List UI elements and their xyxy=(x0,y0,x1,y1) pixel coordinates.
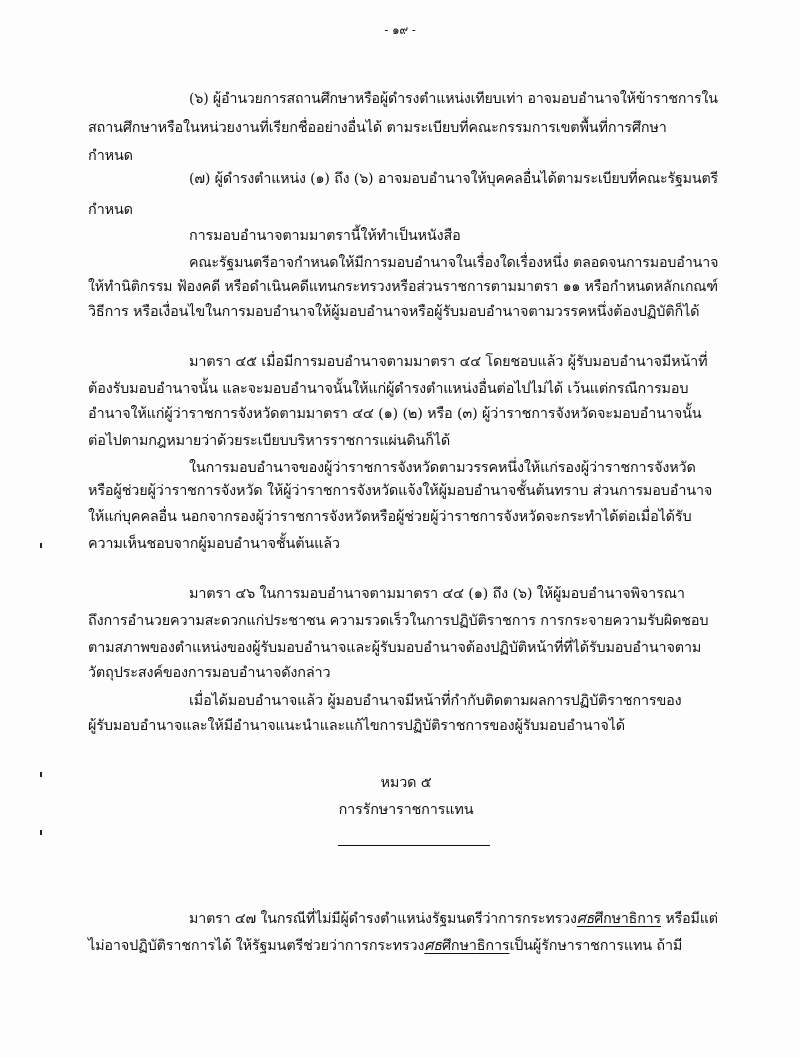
text-run: หรือมีแต่ xyxy=(661,911,718,927)
text-run: ธิการ xyxy=(628,911,662,927)
paragraph-line: การมอบอำนาจตามมาตรานี้ให้ทำเป็นหนังสือ xyxy=(189,228,461,244)
paragraph-line: ให้แก่บุคคลอื่น นอกจากรองผู้ว่าราชการจังหวัดหรือผู้ช่วยผู้ว่าราชการจังหวัดจะกระทำได้ต่อเมื่อได้รับ xyxy=(88,509,692,525)
paragraph-line: สถานศึกษาหรือในหน่วยงานที่เรียกชื่ออย่างอื่นได้ ตามระเบียบที่คณะกรรมการเขตพื้นที่การศึกษา xyxy=(88,120,667,136)
paragraph-line: คณะรัฐมนตรีอาจกำหนดให้มีการมอบอำนาจในเรื่องใดเรื่องหนึ่ง ตลอดจนการมอบอำนาจ xyxy=(189,255,719,271)
scan-mark xyxy=(40,543,42,548)
text-run: ไม่อาจปฏิบัติราชการได้ ให้รัฐมนตรีช่วยว่าการกระทรวง xyxy=(88,938,425,954)
handwritten-mark: ศธ xyxy=(424,938,442,954)
paragraph-line: ตามสภาพของตำแหน่งของผู้รับมอบอำนาจและผู้รับมอบอำนาจต้องปฏิบัติหน้าที่ที่ได้รับมอบอำนาจตาม xyxy=(88,640,702,656)
text-run: มาตรา ๔๗ ในกรณีที่ไม่มีผู้ดำรงตำแหน่งรัฐมนตรีว่าการกระทรวง xyxy=(189,911,577,927)
text-run: ศึกษา xyxy=(441,938,477,954)
amended-word xyxy=(577,911,661,927)
page-number: - ๑๙ - xyxy=(384,23,416,37)
text-run: ธิการ xyxy=(476,938,510,954)
text-run: ศึกษา xyxy=(594,911,629,927)
paragraph-line: ให้ทำนิติกรรม ฟ้องคดี หรือดำเนินคดีแทนกระทรวงหรือส่วนราชการตามมาตรา ๑๑ หรือกำหนดหลักเกณฑ์ xyxy=(88,279,718,295)
section-45-heading-line: มาตรา ๔๕ เมื่อมีการมอบอำนาจตามมาตรา ๔๔ โดยชอบแล้ว ผู้รับมอบอำนาจมีหน้าที่ xyxy=(189,354,708,370)
handwritten-mark: ศธ xyxy=(576,911,595,927)
paragraph-line: อำนาจให้แก่ผู้ว่าราชการจังหวัดตามมาตรา ๔๔ (๑) (๒) หรือ (๓) ผู้ว่าราชการจังหวัดจะมอบอำนาจนั้น xyxy=(88,406,702,422)
scan-mark xyxy=(40,830,42,835)
chapter-divider xyxy=(338,845,490,846)
paragraph-line: ต้องรับมอบอำนาจนั้น และจะมอบอำนาจนั้นให้แก่ผู้ดำรงตำแหน่งอื่นต่อไปไม่ได้ เว้นแต่กรณีการมอบ xyxy=(88,381,689,397)
paragraph-line: หรือผู้ช่วยผู้ว่าราชการจังหวัด ให้ผู้ว่าราชการจังหวัดแจ้งให้ผู้มอบอำนาจชั้นต้นทราบ ส่วนการมอบอำนาจ xyxy=(88,483,713,499)
paragraph-line: ความเห็นชอบจากผู้มอบอำนาจชั้นต้นแล้ว xyxy=(88,536,340,552)
paragraph-line: วัตถุประสงค์ของการมอบอำนาจดังกล่าว xyxy=(88,665,331,681)
paragraph-line: กำหนด xyxy=(88,202,133,218)
chapter-number: หมวด ๕ xyxy=(380,775,432,791)
amended-word xyxy=(424,938,509,954)
section-47-line-1 xyxy=(189,912,718,926)
paragraph-line: เมื่อได้มอบอำนาจแล้ว ผู้มอบอำนาจมีหน้าที่กำกับติดตามผลการปฏิบัติราชการของ xyxy=(189,693,682,709)
paragraph-line: ผู้รับมอบอำนาจและให้มีอำนาจแนะนำและแก้ไขการปฏิบัติราชการของผู้รับมอบอำนาจได้ xyxy=(88,718,625,734)
section-46-heading-line: มาตรา ๔๖ ในการมอบอำนาจตามมาตรา ๔๔ (๑) ถึง (๖) ให้ผู้มอบอำนาจพิจารณา xyxy=(189,586,685,602)
paragraph-line: วิธีการ หรือเงื่อนไขในการมอบอำนาจให้ผู้มอบอำนาจหรือผู้รับมอบอำนาจตามวรรคหนึ่งต้องปฏิบัติก็ได้ xyxy=(88,304,700,320)
paragraph-line: กำหนด xyxy=(88,148,133,164)
text-run: เป็นผู้รักษาราชการแทน ถ้ามี xyxy=(509,938,683,954)
paragraph-line: (๖) ผู้อำนวยการสถานศึกษาหรือผู้ดำรงตำแหน่งเทียบเท่า อาจมอบอำนาจให้ข้าราชการใน xyxy=(189,91,718,107)
paragraph-line: ต่อไปตามกฎหมายว่าด้วยระเบียบบริหารราชการแผ่นดินก็ได้ xyxy=(88,433,451,449)
chapter-title: การรักษาราชการแทน xyxy=(338,802,474,818)
paragraph-line: ถึงการอำนวยความสะดวกแก่ประชาชน ความรวดเร็วในการปฏิบัติราชการ การกระจายความรับผิดชอบ xyxy=(88,613,709,629)
section-47-line-2 xyxy=(88,939,682,953)
paragraph-line: ในการมอบอำนาจของผู้ว่าราชการจังหวัดตามวรรคหนึ่งให้แก่รองผู้ว่าราชการจังหวัด xyxy=(189,460,696,476)
paragraph-line: (๗) ผู้ดำรงตำแหน่ง (๑) ถึง (๖) อาจมอบอำนาจให้บุคคลอื่นได้ตามระเบียบที่คณะรัฐมนตรี xyxy=(189,171,719,187)
scan-mark xyxy=(40,772,42,777)
